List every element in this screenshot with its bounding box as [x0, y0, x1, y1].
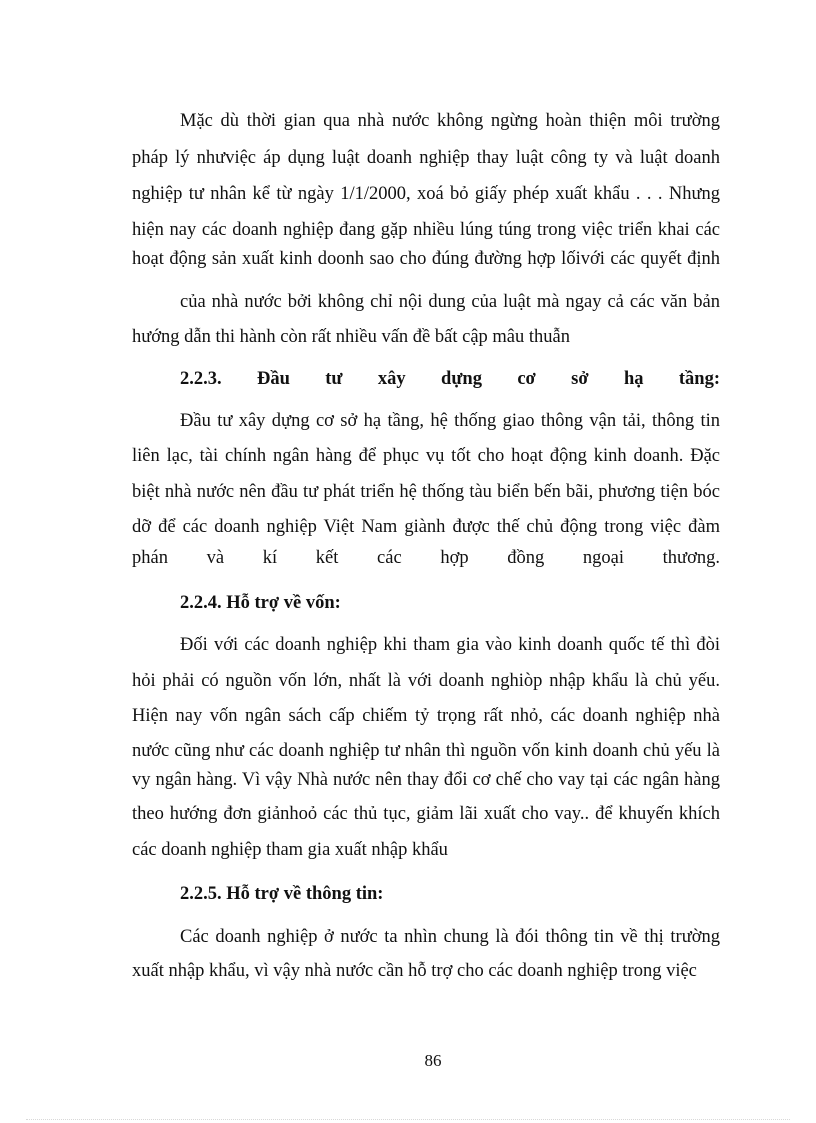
- paragraph-line: hoạt động sản xuất kinh doonh sao cho đúng đường hợp lốivới các quyết định: [132, 249, 720, 269]
- paragraph-line: liên lạc, tài chính ngân hàng để phục vụ tốt cho hoạt động kinh doanh. Đặc: [132, 446, 720, 466]
- paragraph-line: vy ngân hàng. Vì vậy Nhà nước nên thay đổi cơ chế cho vay tại các ngân hàng: [132, 770, 720, 790]
- paragraph-line: Các doanh nghiệp ở nước ta nhìn chung là đói thông tin về thị trường: [180, 927, 720, 947]
- paragraph-line: hỏi phải có nguồn vốn lớn, nhất là với doanh nghiòp nhập khẩu là chủ yếu.: [132, 671, 720, 691]
- paragraph-line: hiện nay các doanh nghiệp đang gặp nhiều lúng túng trong việc triển khai các: [132, 220, 720, 240]
- paragraph-line: của nhà nước bởi không chỉ nội dung của luật mà ngay cả các văn bản: [180, 292, 720, 312]
- page-bottom-divider: [26, 1119, 790, 1120]
- page-number: 86: [424, 1051, 442, 1070]
- paragraph-line: Mặc dù thời gian qua nhà nước không ngừng hoàn thiện môi trường: [180, 111, 720, 131]
- paragraph-line: Đối với các doanh nghiệp khi tham gia vào kinh doanh quốc tế thì đòi: [180, 635, 720, 655]
- paragraph-line: các doanh nghiệp tham gia xuất nhập khẩu: [132, 840, 448, 860]
- section-heading-2-2-4: 2.2.4. Hỗ trợ về vốn:: [180, 593, 341, 613]
- paragraph-line: nước cũng như các doanh nghiệp tư nhân thì nguồn vốn kinh doanh chủ yếu là: [132, 741, 720, 761]
- paragraph-line: nghiệp tư nhân kể từ ngày 1/1/2000, xoá bỏ giấy phép xuất khẩu . . . Nhưng: [132, 184, 720, 204]
- paragraph-line: phán và kí kết các hợp đồng ngoại thương.: [132, 548, 720, 568]
- paragraph-line: pháp lý nhưviệc áp dụng luật doanh nghiệp thay luật công ty và luật doanh: [132, 148, 720, 168]
- section-heading-2-2-5: 2.2.5. Hỗ trợ về thông tin:: [180, 884, 384, 904]
- paragraph-line: theo hướng đơn giảnhoỏ các thủ tục, giảm lãi xuất cho vay.. để khuyến khích: [132, 804, 720, 824]
- paragraph-line: xuất nhập khẩu, vì vậy nhà nước cần hỗ trợ cho các doanh nghiệp trong việc: [132, 961, 697, 981]
- paragraph-line: Đầu tư xây dựng cơ sở hạ tầng, hệ thống giao thông vận tải, thông tin: [180, 411, 720, 431]
- section-heading-2-2-3: 2.2.3. Đầu tư xây dựng cơ sở hạ tầng:: [180, 369, 720, 389]
- paragraph-line: biệt nhà nước nên đầu tư phát triển hệ thống tàu biển bến bãi, phương tiện bóc: [132, 482, 720, 502]
- paragraph-line: dỡ để các doanh nghiệp Việt Nam giành được thế chủ động trong việc đàm: [132, 517, 720, 537]
- paragraph-line: Hiện nay vốn ngân sách cấp chiếm tỷ trọng rất nhỏ, các doanh nghiệp nhà: [132, 706, 720, 726]
- paragraph-line: hướng dẫn thi hành còn rất nhiều vấn đề bất cập mâu thuẫn: [132, 327, 570, 347]
